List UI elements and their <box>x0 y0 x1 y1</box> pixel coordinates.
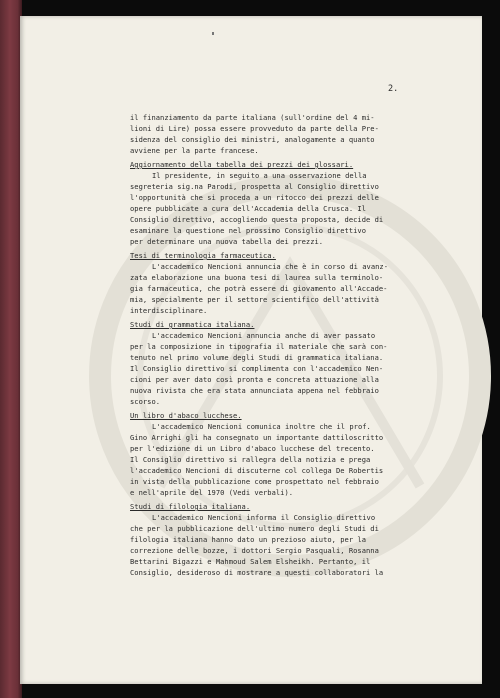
document-body <box>130 112 392 578</box>
section-heading: Tesi di terminologia farmaceutica. <box>130 251 276 260</box>
text-line: l'accademico Nencioni di discuterne col collega De Robertis <box>130 466 384 475</box>
text-line: nuova rivista che era stata annunciata appena nel febbraio <box>130 386 379 395</box>
top-mark <box>212 32 214 35</box>
text-line: filologia italiana hanno dato un prezioso aiuto, per la <box>130 535 366 544</box>
text-line: opere pubblicate a cura dell'Accademia della Crusca. Il <box>130 204 366 213</box>
text-line: tenuto nel primo volume degli Studi di grammatica italiana. <box>130 353 384 362</box>
text-line: il finanziamento da parte italiana (sull'ordine del 4 mi- <box>130 113 375 122</box>
text-line: Il Consiglio direttivo si complimenta con l'accademico Nen- <box>130 364 384 373</box>
text-line: Gino Arrighi gli ha consegnato un importante dattiloscritto <box>130 433 384 442</box>
text-line: Consiglio direttivo, accogliendo questa proposta, decide di <box>130 215 384 224</box>
text-line: segreteria sig.na Parodi, prospetta al Consiglio direttivo <box>130 182 379 191</box>
text-line: scorso. <box>130 397 161 406</box>
section-heading: Studi di filologia italiana. <box>130 502 251 511</box>
text-line: e nell'aprile del 1970 (Vedi verbali). <box>130 488 294 497</box>
text-line: lioni di Lire) possa essere provveduto da parte della Pre- <box>130 124 379 133</box>
text-line: Il Consiglio direttivo si rallegra della notizia e prega <box>130 455 371 464</box>
page-number: 2. <box>388 84 399 94</box>
text-line: cioni per aver dato così pronta e concreta attuazione alla <box>130 375 379 384</box>
text-line: sidenza del consiglio dei ministri, analogamente a quanto <box>130 135 375 144</box>
text-line: per determinare una nuova tabella dei prezzi. <box>130 237 324 246</box>
text-line: L'accademico Nencioni comunica inoltre che il prof. <box>152 422 371 431</box>
text-line: che per la pubblicazione dell'ultimo numero degli Studi di <box>130 524 379 533</box>
text-line: L'accademico Nencioni annuncia che è in corso di avanz- <box>152 262 388 271</box>
text-line: in vista della pubblicazione come prospettato nel febbraio <box>130 477 379 486</box>
text-line: gia farmaceutica, che potrà essere di giovamento all'Accade- <box>130 284 388 293</box>
section-heading: Studi di grammatica italiana. <box>130 320 255 329</box>
text-line: avviene per la parte francese. <box>130 146 259 155</box>
text-line: mia, specialmente per il settore scientifico dell'attività <box>130 295 379 304</box>
text-line: per la composizione in tipografia il materiale che sarà con- <box>130 342 388 351</box>
text-line: correzione delle bozze, i dottori Sergio Pasquali, Rosanna <box>130 546 379 555</box>
text-line: interdisciplinare. <box>130 306 208 315</box>
text-line: L'accademico Nencioni annuncia anche di aver passato <box>152 331 376 340</box>
section-heading: Aggiornamento della tabella dei prezzi dei glossari. <box>130 160 354 169</box>
text-line: L'accademico Nencioni informa il Consiglio direttivo <box>152 513 376 522</box>
text-line: per l'edizione di un Libro d'abaco lucchese del trecento. <box>130 444 375 453</box>
text-line: zata elaborazione una buona tesi di laurea sulla terminolo- <box>130 273 384 282</box>
book-binding <box>0 0 22 698</box>
text-line: esaminare la questione nel prossimo Consiglio direttivo <box>130 226 366 235</box>
text-line: l'opportunità che si proceda a un ritocco dei prezzi delle <box>130 193 379 202</box>
text-line: Il presidente, in seguito a una osservazione della <box>152 171 367 180</box>
text-line: Consiglio, desideroso di mostrare a questi collaboratori la <box>130 568 384 577</box>
text-line: Bettarini Bigazzi e Mahmoud Salem Elsheikh. Pertanto, il <box>130 557 371 566</box>
section-heading: Un libro d'abaco lucchese. <box>130 411 242 420</box>
